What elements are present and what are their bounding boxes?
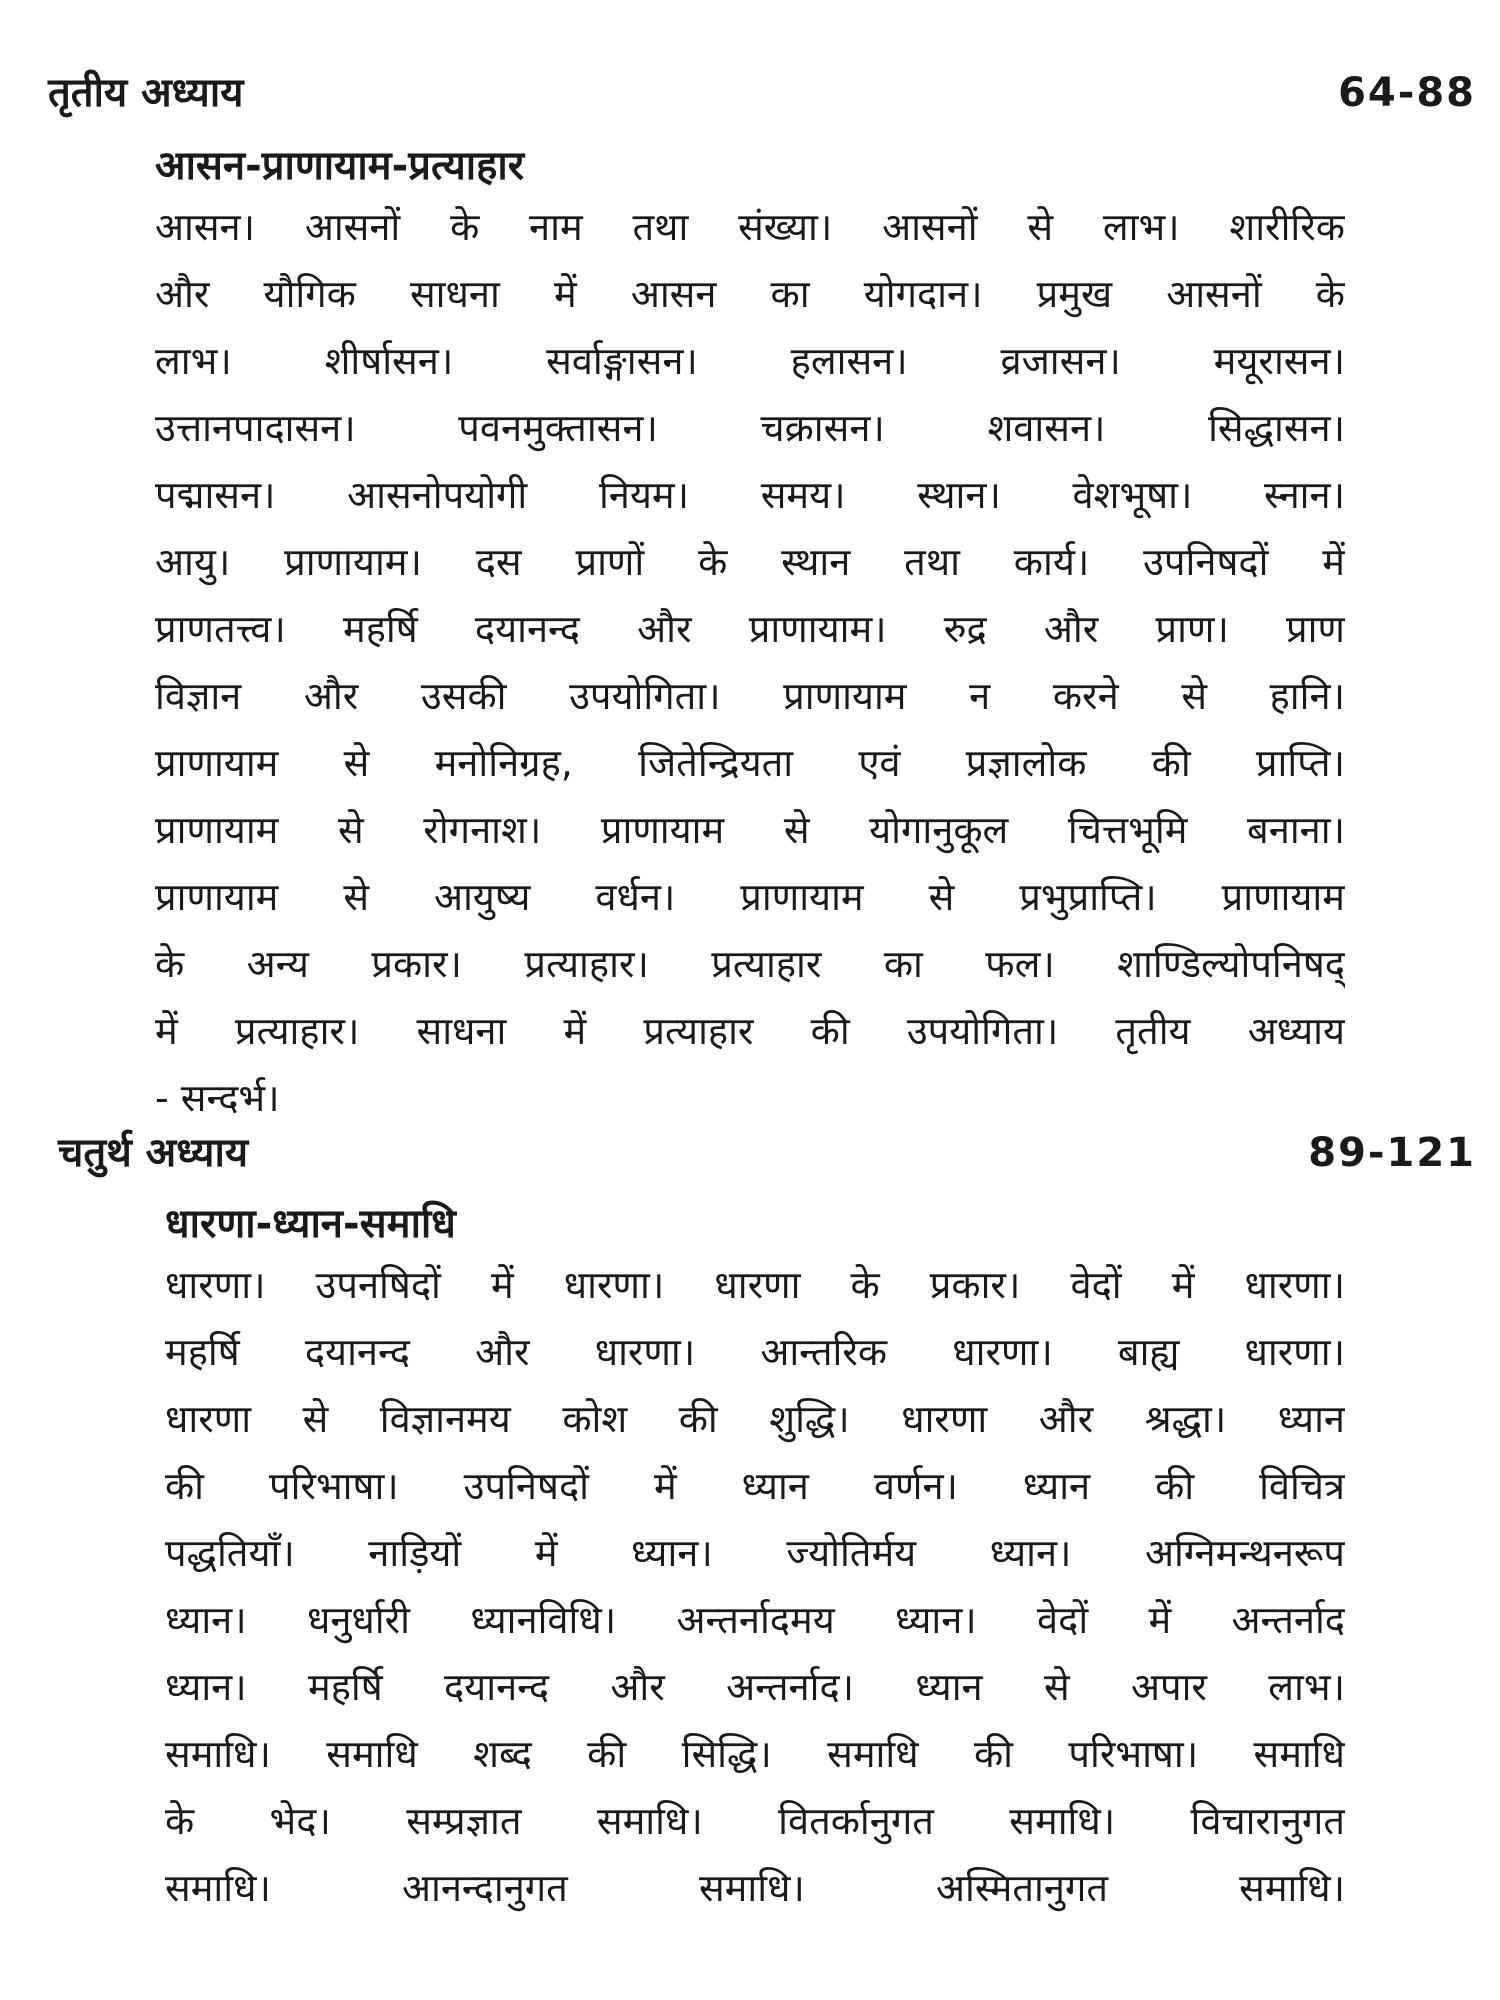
chapter-4-line: समाधि। आनन्दानुगत समाधि। अस्मितानुगत समाधि।	[165, 1866, 1345, 1910]
chapter-3-line: प्राणायाम से मनोनिग्रह, जितेन्द्रियता एवं प्रज्ञालोक की प्राप्ति।	[155, 741, 1345, 785]
chapter-4-heading	[48, 1118, 1476, 1188]
chapter-3-line: लाभ। शीर्षासन। सर्वाङ्गासन। हलासन। व्रजासन। मयूरासन।	[155, 339, 1345, 383]
chapter-4-line: के भेद। सम्प्रज्ञात समाधि। वितर्कानुगत समाधि। विचारानुगत	[165, 1799, 1345, 1843]
chapter-3-heading	[48, 58, 1476, 128]
chapter-4-page-range: 89-121	[1308, 1130, 1476, 1176]
chapter-3-line: उत्तानपादासन। पवनमुक्तासन। चक्रासन। शवासन। सिद्धासन।	[155, 406, 1345, 450]
chapter-4-line: समाधि। समाधि शब्द की सिद्धि। समाधि की परिभाषा। समाधि	[165, 1732, 1345, 1776]
chapter-3-line: में प्रत्याहार। साधना में प्रत्याहार की उपयोगिता। तृतीय अध्याय	[155, 1009, 1345, 1053]
chapter-4-line: ध्यान। महर्षि दयानन्द और अन्तर्नाद। ध्यान से अपार लाभ।	[165, 1665, 1345, 1709]
chapter-4-line: धारणा से विज्ञानमय कोश की शुद्धि। धारणा और श्रद्धा। ध्यान	[165, 1397, 1345, 1441]
chapter-4-line: ध्यान। धनुर्धारी ध्यानविधि। अन्तर्नादमय ध्यान। वेदों में अन्तर्नाद	[165, 1598, 1345, 1642]
chapter-3-line: प्राणायाम से आयुष्य वर्धन। प्राणायाम से प्रभुप्राप्ति। प्राणायाम	[155, 875, 1345, 919]
chapter-3-subtitle: आसन-प्राणायाम-प्रत्याहार	[155, 143, 525, 189]
chapter-3-line: पद्मासन। आसनोपयोगी नियम। समय। स्थान। वेशभूषा। स्नान।	[155, 473, 1345, 517]
chapter-3-line: प्राणायाम से रोगनाश। प्राणायाम से योगानुकूल चित्तभूमि बनाना।	[155, 808, 1345, 852]
chapter-4-subtitle: धारणा-ध्यान-समाधि	[165, 1201, 456, 1247]
chapter-3-title: तृतीय अध्याय	[48, 70, 244, 116]
chapter-3-line: और यौगिक साधना में आसन का योगदान। प्रमुख आसनों के	[155, 272, 1345, 316]
chapter-3-line: आसन। आसनों के नाम तथा संख्या। आसनों से लाभ। शारीरिक	[155, 205, 1345, 249]
chapter-4-title: चतुर्थ अध्याय	[58, 1130, 249, 1176]
chapter-3-line: विज्ञान और उसकी उपयोगिता। प्राणायाम न करने से हानि।	[155, 674, 1345, 718]
chapter-3-line: के अन्य प्रकार। प्रत्याहार। प्रत्याहार का फल। शाण्डिल्योपनिषद्	[155, 942, 1345, 986]
chapter-3-line: - सन्दर्भ।	[155, 1076, 280, 1120]
chapter-4-contents	[165, 1252, 1345, 1922]
chapter-3-line: आयु। प्राणायाम। दस प्राणों के स्थान तथा कार्य। उपनिषदों में	[155, 540, 1345, 584]
chapter-4-line: पद्धतियाँ। नाड़ियों में ध्यान। ज्योतिर्मय ध्यान। अग्निमन्थनरूप	[165, 1531, 1345, 1575]
chapter-4-line: धारणा। उपनषिदों में धारणा। धारणा के प्रकार। वेदों में धारणा।	[165, 1263, 1345, 1307]
chapter-3-page-range: 64-88	[1338, 70, 1476, 116]
chapter-3-line: प्राणतत्त्व। महर्षि दयानन्द और प्राणायाम। रुद्र और प्राण। प्राण	[155, 607, 1345, 651]
chapter-4-line: की परिभाषा। उपनिषदों में ध्यान वर्णन। ध्यान की विचित्र	[165, 1464, 1345, 1508]
chapter-4-line: महर्षि दयानन्द और धारणा। आन्तरिक धारणा। बाह्य धारणा।	[165, 1330, 1345, 1374]
chapter-3-contents	[155, 194, 1345, 1132]
